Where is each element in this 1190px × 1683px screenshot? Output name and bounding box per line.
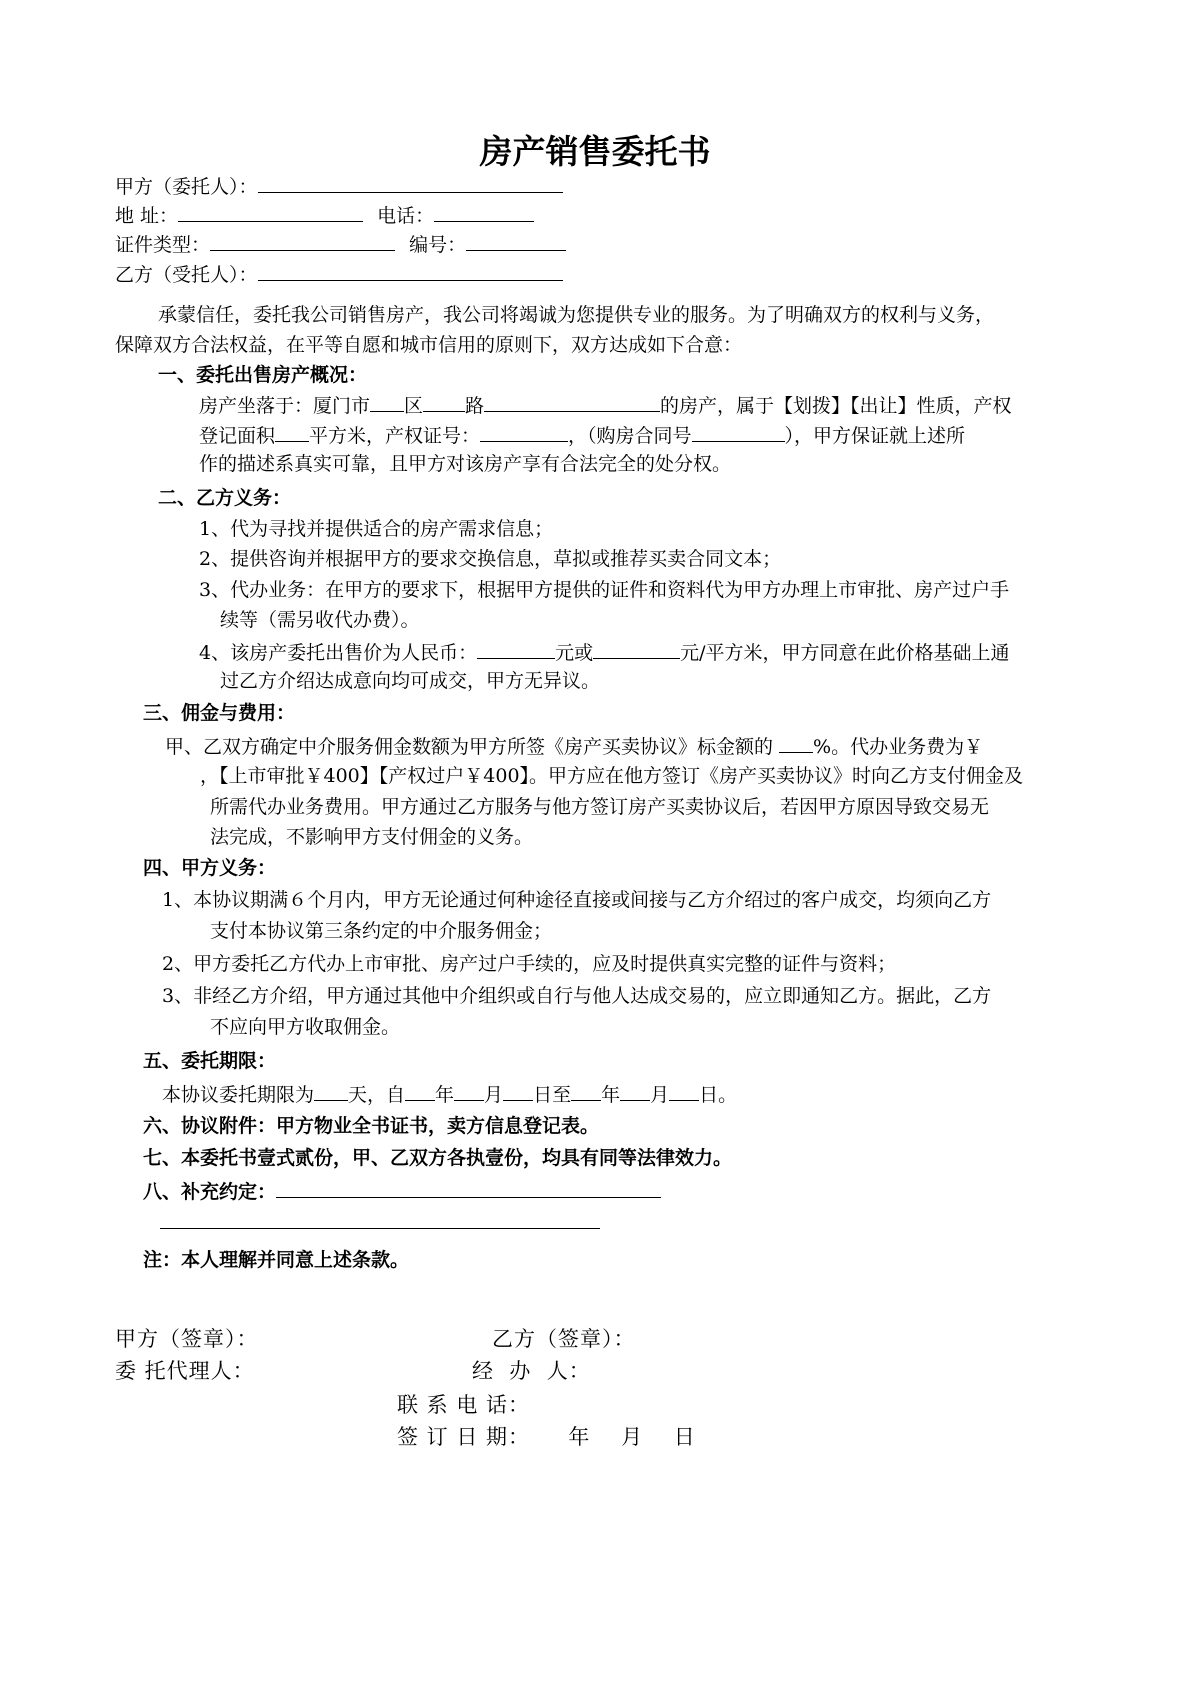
section-2-item-4-cont: 过乙方介绍达成意向均可成交，甲方无异议。: [220, 670, 601, 692]
district-blank[interactable]: [370, 389, 404, 412]
text: 平方米，产权证号：: [309, 425, 481, 447]
party-b-field: [115, 258, 563, 290]
address-blank[interactable]: [178, 199, 363, 222]
text: 4、该房产委托出售价为人民币：: [199, 642, 478, 664]
section-2-item-4: [199, 636, 1010, 668]
text: 甲、乙双方确定中介服务佣金数额为甲方所签《房产买卖协议》标金额的: [165, 736, 774, 758]
text: 日。: [699, 1084, 738, 1106]
section-5-heading: 五、委托期限：: [143, 1050, 277, 1072]
section-1-heading: 一、委托出售房产概况：: [158, 364, 368, 386]
party-b-label: 乙方（受托人）：: [115, 264, 258, 286]
contract-no-blank[interactable]: [692, 419, 785, 442]
note: 注：本人理解并同意上述条款。: [143, 1249, 410, 1271]
text: 本协议委托期限为: [162, 1084, 315, 1106]
price-per-sqm-blank[interactable]: [593, 636, 680, 659]
text: 月: [650, 1084, 670, 1106]
section-2-item-3: 3、代办业务：在甲方的要求下，根据甲方提供的证件和资料代为甲方办理上市审批、房产过户手: [199, 579, 1010, 601]
address-label: 地 址：: [115, 205, 179, 227]
party-b-signature-label: 乙方（签章）：: [492, 1327, 636, 1351]
phone-label: 电话：: [377, 205, 435, 227]
phone-blank[interactable]: [434, 199, 534, 222]
section-3-line-4: 法完成，不影响甲方支付佣金的义务。: [210, 826, 534, 848]
text: 八、补充约定：: [143, 1181, 277, 1203]
id-type-label: 证件类型：: [115, 234, 211, 256]
party-a-blank[interactable]: [258, 170, 563, 193]
text: ），甲方保证就上述所: [784, 425, 966, 447]
text: 元或: [555, 642, 594, 664]
text: 路: [465, 395, 485, 417]
section-3-heading: 三、佣金与费用：: [143, 702, 296, 724]
party-a-label: 甲方（委托人）：: [115, 176, 258, 198]
section-3-line-2: ，【上市审批￥400】【产权过户￥400】。甲方应在他方签订《房产买卖协议》时向乙方支付佣金及: [200, 765, 1024, 787]
text: 日至: [533, 1084, 572, 1106]
party-b-blank[interactable]: [258, 258, 563, 281]
start-day-blank[interactable]: [503, 1078, 533, 1101]
text: 元/平方米，甲方同意在此价格基础上通: [680, 642, 1010, 664]
text: ，（购房合同号: [568, 425, 692, 447]
document-title: 房产销售委托书: [479, 132, 711, 171]
section-2-heading: 二、乙方义务：: [158, 487, 292, 509]
text: 天，自: [348, 1084, 406, 1106]
section-4-item-1: 1、本协议期满６个月内，甲方无论通过何种途径直接或间接与乙方介绍过的客户成交，均须向乙方: [162, 889, 992, 911]
section-2-item-1: 1、代为寻找并提供适合的房产需求信息；: [199, 518, 554, 540]
section-6: 六、协议附件：甲方物业全书证书，卖方信息登记表。: [143, 1115, 600, 1137]
id-type-field: [115, 228, 566, 260]
section-3-line-3: 所需代办业务费用。甲方通过乙方服务与他方签订房产买卖协议后，若因甲方原因导致交易无: [210, 796, 990, 818]
text: 房产坐落于：厦门市: [199, 395, 371, 417]
area-blank[interactable]: [275, 419, 309, 442]
section-7: 七、本委托书壹式贰份，甲、乙双方各执壹份，均具有同等法律效力。: [143, 1147, 733, 1169]
party-a-field: [115, 170, 563, 202]
section-2-item-2: 2、提供咨询并根据甲方的要求交换信息，草拟或推荐买卖合同文本；: [199, 548, 782, 570]
end-month-blank[interactable]: [620, 1078, 650, 1101]
supplement-blank-2[interactable]: [160, 1206, 600, 1229]
id-no-label: 编号：: [409, 234, 467, 256]
start-month-blank[interactable]: [454, 1078, 484, 1101]
section-1-line-1: [199, 389, 1012, 421]
section-2-item-3-cont: 续等（需另收代办费）。: [220, 609, 420, 631]
text: 年: [435, 1084, 455, 1106]
section-5-line: [162, 1078, 737, 1110]
road-blank[interactable]: [423, 389, 465, 412]
text: 的房产，属于【划拨】【出让】性质，产权: [660, 395, 1012, 417]
commission-rate-blank[interactable]: [779, 730, 813, 753]
intro-line-1: 承蒙信任，委托我公司销售房产，我公司将竭诚为您提供专业的服务。为了明确双方的权利与义务，: [158, 304, 995, 326]
start-year-blank[interactable]: [405, 1078, 435, 1101]
text: 年: [601, 1084, 621, 1106]
contact-phone-label: 联 系 电 话：: [397, 1393, 531, 1417]
id-type-blank[interactable]: [210, 228, 395, 251]
section-4-item-3: 3、非经乙方介绍，甲方通过其他中介组织或自行与他人达成交易的，应立即通知乙方。据此，乙方: [162, 985, 992, 1007]
section-8: [143, 1175, 661, 1207]
handler-label: 经 办 人：: [472, 1359, 591, 1383]
cert-no-blank[interactable]: [480, 419, 568, 442]
price-total-blank[interactable]: [477, 636, 555, 659]
intro-line-2: 保障双方合法权益，在平等自愿和城市信用的原则下，双方达成如下合意：: [115, 334, 743, 356]
address-field: [115, 199, 534, 231]
text: 登记面积: [199, 425, 276, 447]
address-detail-blank[interactable]: [484, 389, 660, 412]
text: %。代办业务费为￥: [813, 736, 984, 758]
supplement-line-2: [160, 1206, 600, 1238]
section-4-item-2: 2、甲方委托乙方代办上市审批、房产过户手续的，应及时提供真实完整的证件与资料；: [162, 953, 897, 975]
section-4-item-1-cont: 支付本协议第三条约定的中介服务佣金；: [210, 920, 553, 942]
section-4-heading: 四、甲方义务：: [143, 857, 277, 879]
supplement-blank-1[interactable]: [276, 1175, 661, 1198]
section-4-item-3-cont: 不应向甲方收取佣金。: [210, 1016, 401, 1038]
end-day-blank[interactable]: [669, 1078, 699, 1101]
party-a-signature-label: 甲方（签章）：: [115, 1327, 259, 1351]
sign-date-label: 签 订 日 期： 年 月 日: [397, 1425, 696, 1449]
end-year-blank[interactable]: [571, 1078, 601, 1101]
days-blank[interactable]: [314, 1078, 348, 1101]
text: 月: [484, 1084, 504, 1106]
text: 区: [404, 395, 424, 417]
agent-label: 委 托代理人：: [115, 1359, 255, 1383]
section-1-line-3: 作的描述系真实可靠，且甲方对该房产享有合法完全的处分权。: [199, 453, 732, 475]
id-no-blank[interactable]: [466, 228, 566, 251]
section-1-line-2: [199, 419, 965, 451]
section-3-line-1: [165, 730, 983, 762]
